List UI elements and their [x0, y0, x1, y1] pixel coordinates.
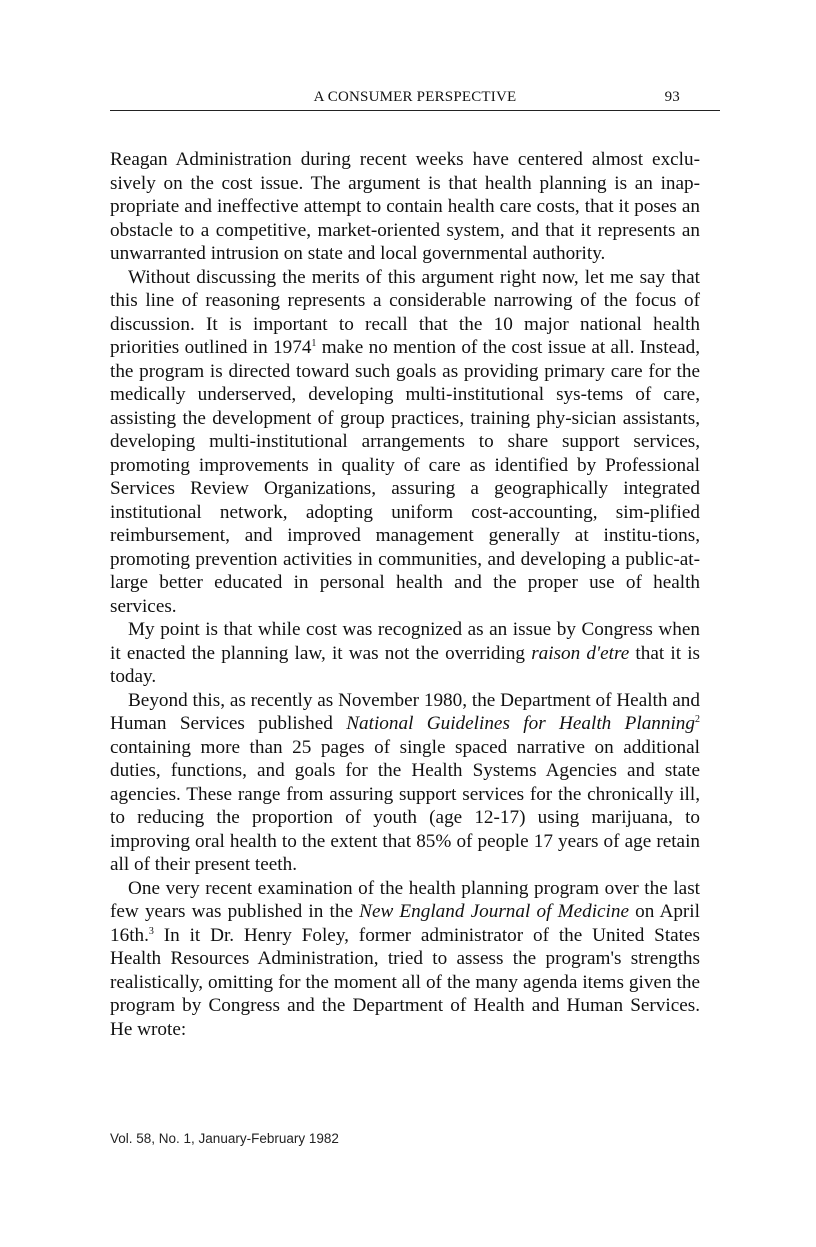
running-title: A CONSUMER PERSPECTIVE: [313, 89, 517, 105]
article-body: [110, 148, 700, 1041]
text-run: Beyond this, as recently as November 1980, the Department of Health and Human Services published: [110, 689, 700, 734]
text-run: containing more than 25 pages of single spaced narrative on additional duties, functions, and goals for the Health Systems Agencies and state agencies. These range from assuring support services for the chronically ill, to reducing the proportion of youth (age 12-17) using marijuana, to improving oral health to the extent that 85% of people 17 years of age retain all of their present teeth.: [110, 736, 700, 875]
italic-title: National Guidelines for Health Planning: [346, 713, 695, 734]
paragraph: [110, 689, 700, 877]
text-run: One very recent examination of the health planning program over the last few years was published in the: [110, 877, 700, 922]
text-run: My point is that while cost was recognized as an issue by Congress when it enacted the planning law, it was not the overriding: [110, 619, 700, 664]
page-number: 93: [664, 89, 680, 105]
text-run: In it Dr. Henry Foley, former administrator of the United States Health Resources Administration, tried to assess the program's strengths realistically, omitting for the moment all of the many agenda items given the program by Congress and the Department of Health and Human Services. He wrote:: [110, 924, 700, 1040]
footnote-reference: 2: [695, 714, 700, 725]
footer-citation: Vol. 58, No. 1, January-February 1982: [110, 1131, 339, 1146]
footnote-reference: 1: [311, 338, 317, 349]
italic-title: New England Journal of Medicine: [359, 901, 629, 922]
running-header: [110, 88, 720, 111]
paragraph: [110, 877, 700, 1042]
text-run: Without discussing the merits of this argument right now, let me say that this line of reasoning represents a considerable narrowing of the focus of discussion. It is important to recall that the 10 major national health priorities outlined in 1974: [110, 266, 700, 358]
paragraph: [110, 148, 700, 266]
paragraph: [110, 266, 700, 619]
text-run: that it is today.: [110, 642, 700, 687]
text-run: Reagan Administration during recent weeks have centered almost exclu-sively on the cost issue. The argument is that health planning is an inap-propriate and ineffective attempt to contain health care costs, that it poses an obstacle to a competitive, market-oriented system, and that it represents an unwarranted intrusion on state and local governmental authority.: [110, 149, 700, 264]
text-run: on April 16th.: [110, 901, 700, 946]
italic-title: raison d'etre: [531, 642, 630, 664]
footnote-reference: 3: [148, 925, 154, 937]
text-run: make no mention of the cost issue at all. Instead, the program is directed toward such goals as providing primary care for the medically underserved, developing multi-institutional sys-tems of care, assisting the development of group practices, training phy-sician assistants, developing multi-institutional arrangements to share support services, promoting improvements in quality of care as identified by Professional Services Review Organizations, assuring a geographically integrated institutional network, adopting uniform cost-accounting, sim-plified reimbursement, and improved management generally at institu-tions, promoting prevention activities in communities, and developing a public-at-large better educated in personal health and the proper use of health services.: [110, 337, 700, 617]
paragraph: [110, 618, 700, 689]
